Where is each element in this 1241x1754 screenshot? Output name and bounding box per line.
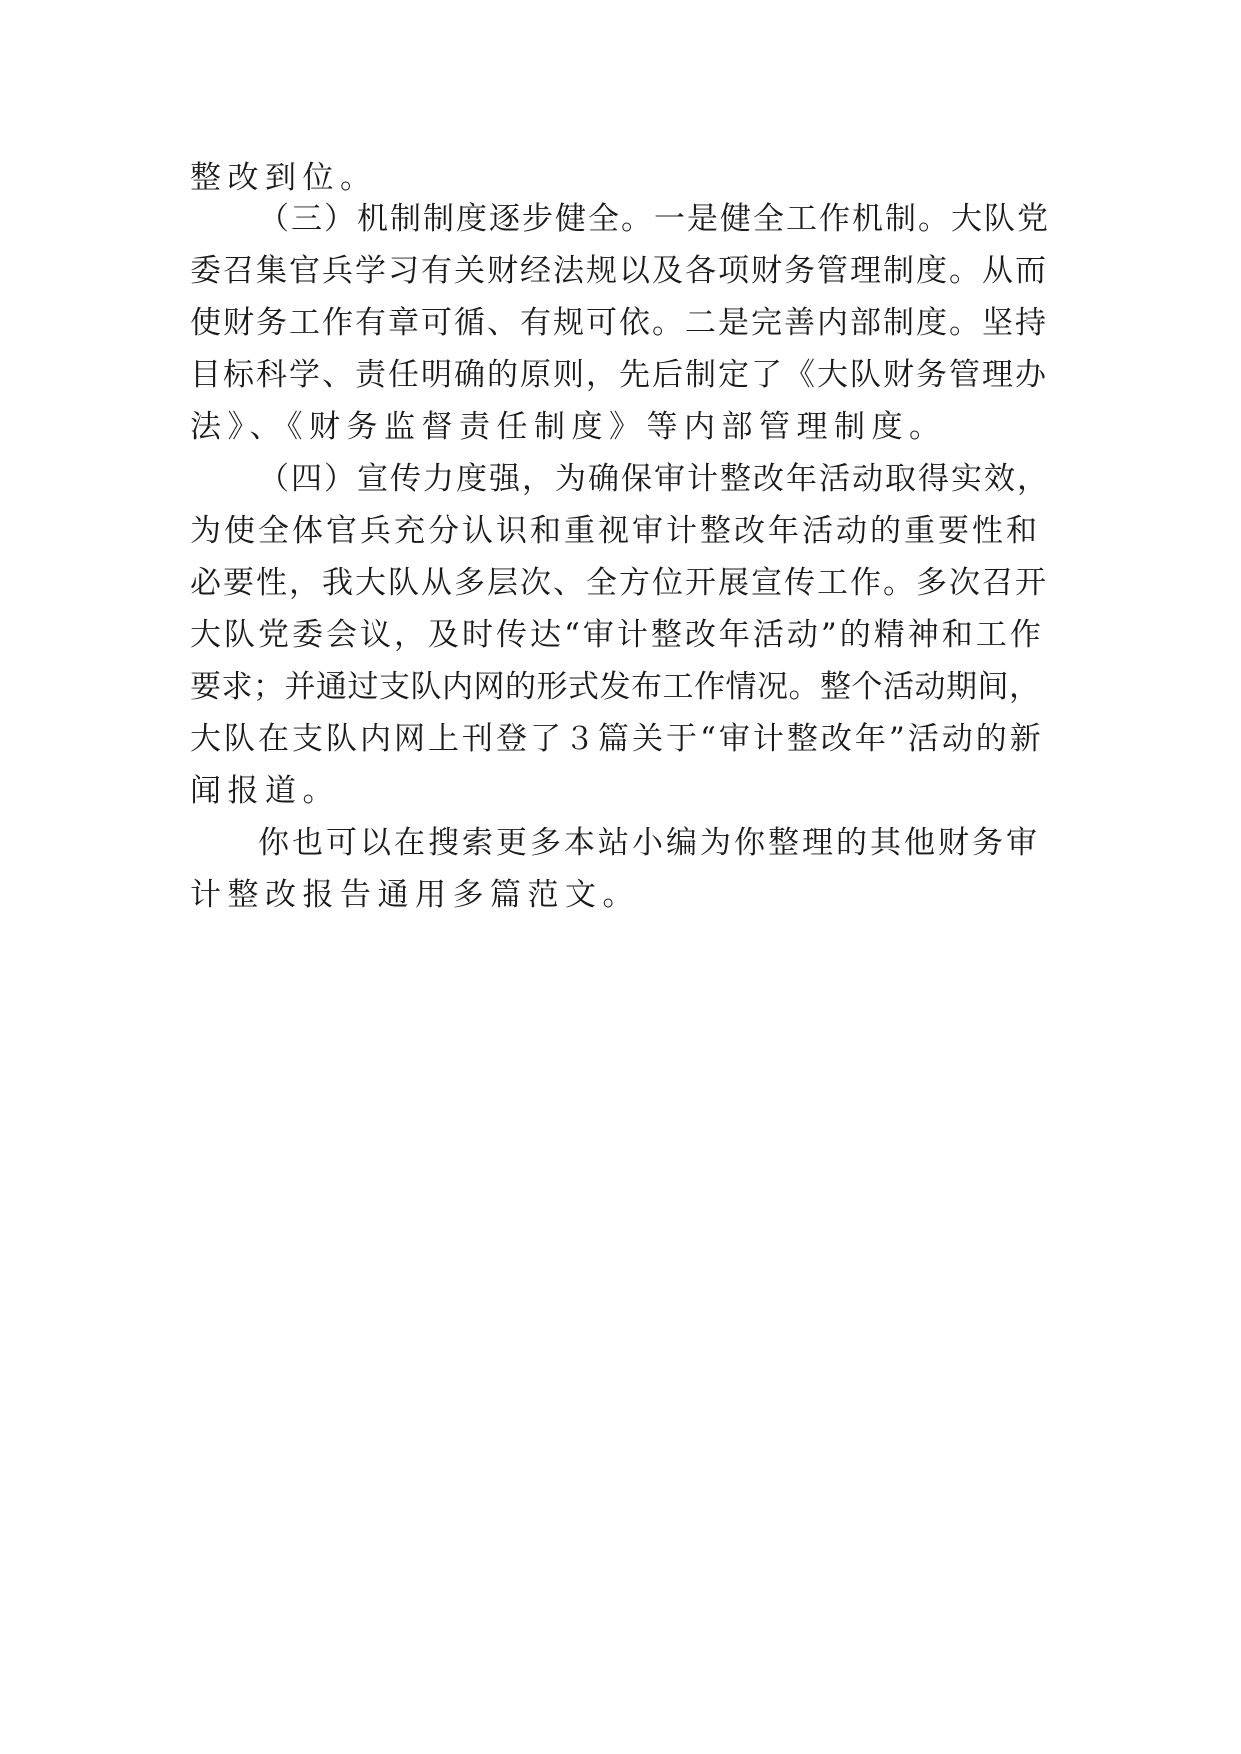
paragraph-line: 委召集官兵学习有关财经法规以及各项财务管理制度。从而 [190, 253, 1048, 289]
paragraph-line: （四）宣传力度强，为确保审计整改年活动取得实效， [258, 461, 1050, 497]
paragraph-line: 使财务工作有章可循、有规可依。二是完善内部制度。坚持 [190, 305, 1048, 341]
paragraph-line: 大队在支队内网上刊登了３篇关于“审计整改年”活动的新 [190, 721, 1044, 757]
paragraph-line: 目标科学、责任明确的原则，先后制定了《大队财务管理办 [190, 357, 1048, 393]
paragraph-line: 为使全体官兵充分认识和重视审计整改年活动的重要性和 [190, 513, 1040, 549]
paragraph-line: 闻报道。 [190, 773, 340, 809]
paragraph-line: 大队党委会议，及时传达“审计整改年活动”的精神和工作 [190, 617, 1044, 653]
paragraph-line: 整改到位。 [190, 160, 378, 196]
paragraph-line: 法》、《财务监督责任制度》等内部管理制度。 [190, 409, 947, 445]
paragraph-line: 必要性，我大队从多层次、全方位开展宣传工作。多次召开 [190, 565, 1048, 601]
paragraph-line: （三）机制制度逐步健全。一是健全工作机制。大队党 [258, 201, 1050, 237]
paragraph-line: 要求；并通过支队内网的形式发布工作情况。整个活动期间， [190, 669, 1041, 705]
paragraph-line: 你也可以在搜索更多本站小编为你整理的其他财务审 [258, 825, 1040, 861]
paragraph-line: 计整改报告通用多篇范文。 [190, 877, 640, 913]
